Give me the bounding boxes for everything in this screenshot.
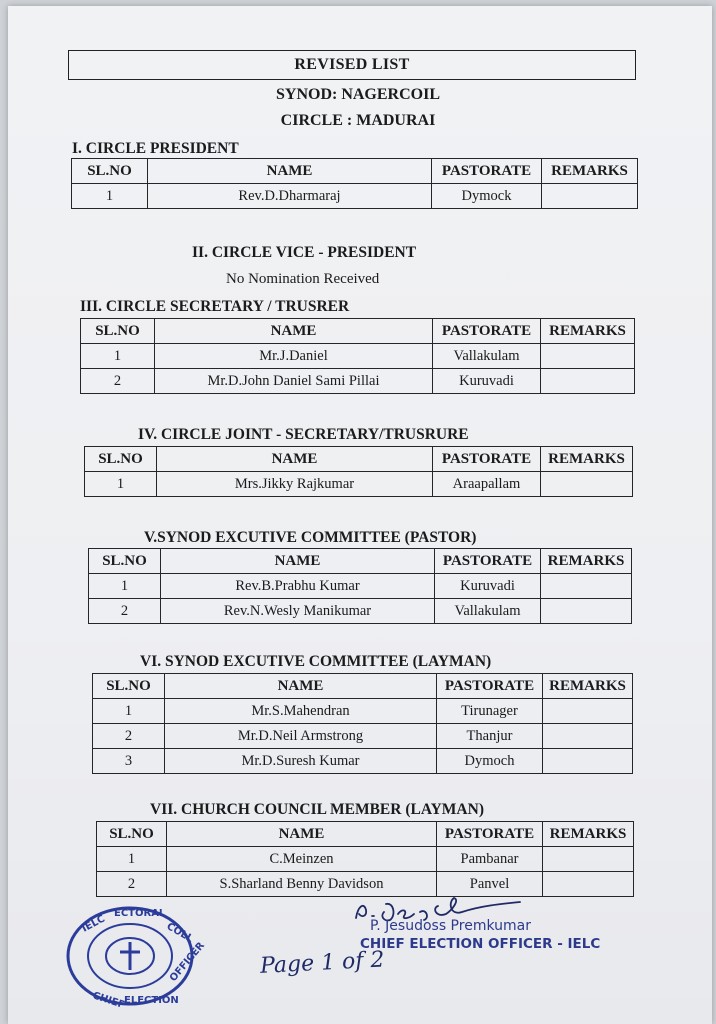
cell-name: Mr.D.Suresh Kumar	[165, 749, 437, 774]
cell-name: Mr.D.Neil Armstrong	[165, 724, 437, 749]
cell-pastorate: Kuruvadi	[433, 369, 541, 394]
svg-text:IELC: IELC	[80, 913, 107, 935]
col-header-remarks: REMARKS	[543, 674, 633, 699]
cell-name: Rev.B.Prabhu Kumar	[161, 574, 435, 599]
cell-remarks	[541, 599, 632, 624]
table-header-row	[89, 549, 632, 574]
cell-slno: 1	[93, 699, 165, 724]
cell-pastorate: Dymock	[432, 184, 542, 209]
section-heading-executive-layman: VI. SYNOD EXCUTIVE COMMITTEE (LAYMAN)	[140, 653, 492, 670]
cell-name: S.Sharland Benny Davidson	[167, 872, 437, 897]
cell-slno: 1	[85, 472, 157, 497]
synod-line: SYNOD: NAGERCOIL	[275, 86, 440, 103]
table-church-council	[96, 821, 634, 897]
section-heading-joint-secretary: IV. CIRCLE JOINT - SECRETARY/TRUSRURE	[138, 426, 469, 443]
cell-slno: 1	[81, 344, 155, 369]
cell-name: Mr.D.John Daniel Sami Pillai	[155, 369, 433, 394]
circle-line: CIRCLE : MADURAI	[280, 112, 436, 129]
cell-remarks	[543, 749, 633, 774]
col-header-slno: SL.NO	[85, 447, 157, 472]
col-header-slno: SL.NO	[89, 549, 161, 574]
table-executive-layman	[92, 673, 633, 774]
section-heading-circle-president: I. CIRCLE PRESIDENT	[72, 140, 239, 157]
cell-pastorate: Tirunager	[437, 699, 543, 724]
cell-pastorate: Pambanar	[437, 847, 543, 872]
svg-text:ELECTION: ELECTION	[124, 995, 179, 1006]
cell-name: C.Meinzen	[167, 847, 437, 872]
table-row	[85, 472, 633, 497]
cell-slno: 2	[89, 599, 161, 624]
cell-remarks	[543, 724, 633, 749]
document-title-box	[68, 50, 636, 80]
cell-slno: 3	[93, 749, 165, 774]
section-heading-executive-pastor: V.SYNOD EXCUTIVE COMMITTEE (PASTOR)	[144, 529, 477, 546]
col-header-pastorate: PASTORATE	[435, 549, 541, 574]
cell-slno: 2	[81, 369, 155, 394]
cell-remarks	[543, 847, 634, 872]
cell-slno: 1	[72, 184, 148, 209]
col-header-pastorate: PASTORATE	[433, 447, 541, 472]
col-header-remarks: REMARKS	[541, 447, 633, 472]
table-row	[93, 724, 633, 749]
table-header-row	[72, 159, 638, 184]
svg-text:OFFICER: OFFICER	[167, 940, 208, 984]
signatory-title: CHIEF ELECTION OFFICER - IELC	[360, 936, 601, 952]
section-heading-secretary-treasurer: III. CIRCLE SECRETARY / TRUSRER	[80, 298, 350, 315]
table-row	[89, 574, 632, 599]
cell-name: Rev.N.Wesly Manikumar	[161, 599, 435, 624]
table-header-row	[97, 822, 634, 847]
col-header-name: NAME	[148, 159, 432, 184]
cell-pastorate: Vallakulam	[435, 599, 541, 624]
cell-pastorate: Kuruvadi	[435, 574, 541, 599]
col-header-slno: SL.NO	[72, 159, 148, 184]
cell-remarks	[541, 369, 635, 394]
svg-text:COLL: COLL	[164, 921, 195, 945]
table-header-row	[85, 447, 633, 472]
col-header-slno: SL.NO	[97, 822, 167, 847]
col-header-name: NAME	[167, 822, 437, 847]
col-header-pastorate: PASTORATE	[437, 822, 543, 847]
table-header-row	[81, 319, 635, 344]
section-heading-vice-president: II. CIRCLE VICE - PRESIDENT	[192, 244, 417, 261]
cell-slno: 1	[89, 574, 161, 599]
document-title: REVISED LIST	[294, 56, 410, 73]
cell-pastorate: Panvel	[437, 872, 543, 897]
cell-slno: 2	[97, 872, 167, 897]
cell-name: Rev.D.Dharmaraj	[148, 184, 432, 209]
cell-slno: 1	[97, 847, 167, 872]
cell-slno: 2	[93, 724, 165, 749]
table-row	[81, 369, 635, 394]
table-secretary-treasurer	[80, 318, 635, 394]
col-header-pastorate: PASTORATE	[437, 674, 543, 699]
col-header-name: NAME	[161, 549, 435, 574]
col-header-pastorate: PASTORATE	[433, 319, 541, 344]
table-circle-president	[71, 158, 638, 209]
col-header-remarks: REMARKS	[541, 549, 632, 574]
cell-remarks	[541, 574, 632, 599]
table-row	[93, 699, 633, 724]
page-number-note: Page 1 of 2	[259, 947, 386, 979]
table-row	[97, 872, 634, 897]
svg-text:ECTORAL: ECTORAL	[114, 908, 166, 919]
cell-pastorate: Araapallam	[433, 472, 541, 497]
col-header-remarks: REMARKS	[541, 319, 635, 344]
cell-name: Mr.J.Daniel	[155, 344, 433, 369]
col-header-name: NAME	[155, 319, 433, 344]
cell-name: Mr.S.Mahendran	[165, 699, 437, 724]
table-row	[81, 344, 635, 369]
cell-remarks	[541, 472, 633, 497]
section-heading-church-council: VII. CHURCH COUNCIL MEMBER (LAYMAN)	[150, 801, 484, 818]
table-joint-secretary	[84, 446, 633, 497]
table-row	[97, 847, 634, 872]
svg-text:CHIEF: CHIEF	[91, 990, 126, 1012]
table-row	[89, 599, 632, 624]
table-header-row	[93, 674, 633, 699]
table-row	[93, 749, 633, 774]
cell-remarks	[543, 699, 633, 724]
col-header-slno: SL.NO	[81, 319, 155, 344]
signatory-name: P. Jesudoss Premkumar	[370, 918, 531, 934]
handwritten-page-note	[256, 942, 386, 982]
col-header-name: NAME	[165, 674, 437, 699]
cell-pastorate: Vallakulam	[433, 344, 541, 369]
cell-pastorate: Dymoch	[437, 749, 543, 774]
cell-remarks	[543, 872, 634, 897]
col-header-remarks: REMARKS	[542, 159, 638, 184]
col-header-name: NAME	[157, 447, 433, 472]
electoral-college-seal-icon	[62, 902, 208, 1012]
signature-block	[350, 896, 610, 966]
table-executive-pastor	[88, 548, 632, 624]
table-row	[72, 184, 638, 209]
cell-pastorate: Thanjur	[437, 724, 543, 749]
col-header-slno: SL.NO	[93, 674, 165, 699]
col-header-remarks: REMARKS	[543, 822, 634, 847]
cell-remarks	[542, 184, 638, 209]
col-header-pastorate: PASTORATE	[432, 159, 542, 184]
no-nomination-note: No Nomination Received	[226, 271, 380, 287]
cell-remarks	[541, 344, 635, 369]
cell-name: Mrs.Jikky Rajkumar	[157, 472, 433, 497]
